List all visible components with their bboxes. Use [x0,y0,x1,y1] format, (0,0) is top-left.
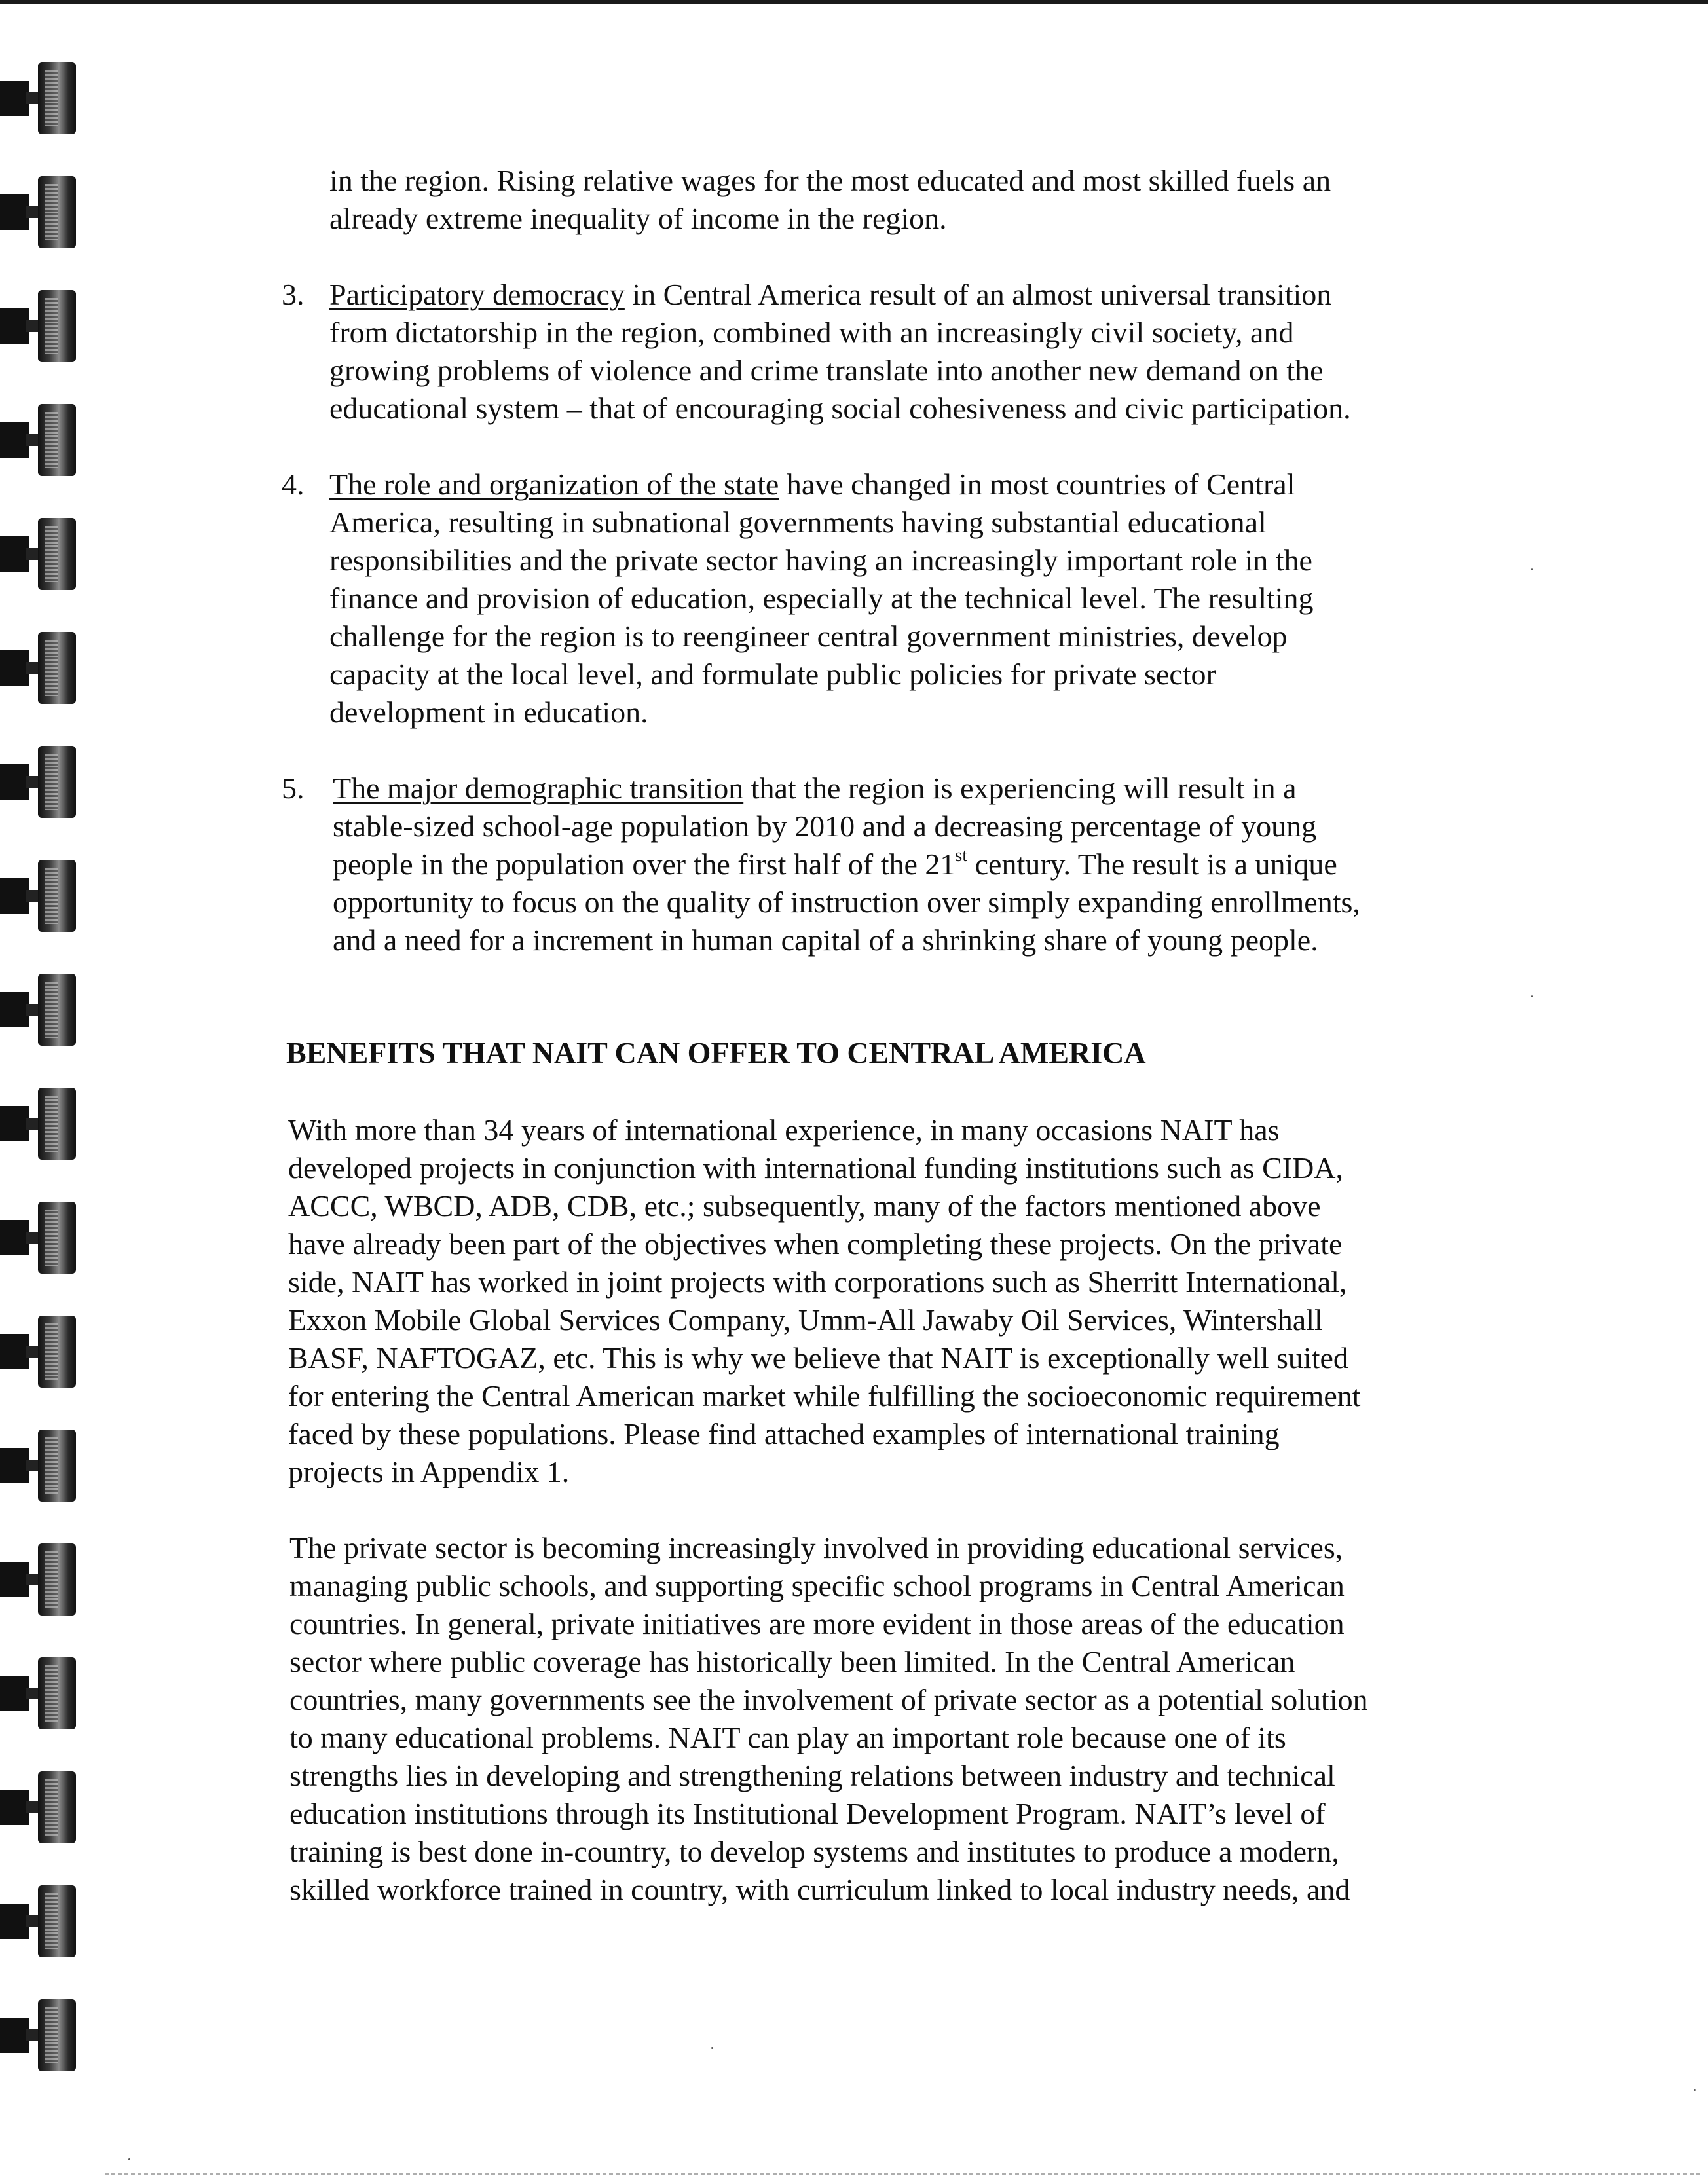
text-line: projects in Appendix 1. [288,1455,570,1488]
text-line: side, NAIT has worked in joint projects with corporations such as Sherritt International, [288,1265,1347,1299]
text-line: people in the population over the first half of the 21 [333,847,956,881]
text-line: challenge for the region is to reengineer central government ministries, develop [329,619,1288,653]
text-line: that the region is experiencing will result in a [743,771,1297,805]
paragraph-2 [289,1529,1567,1909]
text-line: The private sector is becoming increasingly involved in providing educational services, [289,1531,1343,1564]
list-item-text [329,466,1314,731]
text-line: already extreme inequality of income in the region. [329,202,947,235]
list-number: 4. [282,468,305,501]
list-continuation [329,162,1508,238]
text-line: With more than 34 years of international experience, in many occasions NAIT has [288,1113,1280,1147]
text-line: to many educational problems. NAIT can play an important role because one of its [289,1721,1286,1754]
text-line: managing public schools, and supporting specific school programs in Central American [289,1569,1345,1602]
scan-bottom-edge [105,2173,1703,2175]
text-line: strengths lies in developing and strengthening relations between industry and technical [289,1759,1335,1792]
paragraph-1 [288,1111,1565,1491]
text-line: in Central America result of an almost universal transition [624,278,1332,311]
list-item-3 [282,276,1526,433]
text-line: from dictatorship in the region, combined with an increasingly civil society, and [329,316,1294,349]
list-item-4 [282,466,1526,734]
text-line: countries. In general, private initiatives are more evident in those areas of the education [289,1607,1345,1640]
text-line: countries, many governments see the involvement of private sector as a potential solution [289,1683,1368,1716]
text-line: stable-sized school-age population by 2010 and a decreasing percentage of young [333,809,1317,843]
item-title: The major demographic transition [333,771,744,805]
scan-speck [711,2047,713,2049]
text-line: America, resulting in subnational governments having substantial educational [329,506,1267,539]
item-title: The role and organization of the state [329,468,779,501]
text-line: have already been part of the objectives when completing these projects. On the private [288,1227,1343,1261]
text-line: developed projects in conjunction with international funding institutions such as CIDA, [288,1151,1344,1185]
list-number: 3. [282,278,305,311]
text-line: capacity at the local level, and formulate public policies for private sector [329,657,1216,691]
text-line: BASF, NAFTOGAZ, etc. This is why we believe that NAIT is exceptionally well suited [288,1341,1348,1375]
text-line: responsibilities and the private sector having an increasingly important role in the [329,544,1312,577]
text-line: sector where public coverage has historically been limited. In the Central American [289,1645,1295,1678]
text-line: finance and provision of education, especially at the technical level. The resulting [329,582,1314,615]
text-line: growing problems of violence and crime translate into another new demand on the [329,354,1324,387]
item-title: Participatory democracy [329,278,625,311]
scan-speck [1531,568,1533,570]
text-line: development in education. [329,695,648,729]
text-line: for entering the Central American market while fulfilling the socioeconomic requirement [288,1379,1361,1413]
list-number: 5. [282,771,305,805]
text-line: training is best done in-country, to develop systems and institutes to produce a modern, [289,1835,1339,1868]
text-line: faced by these populations. Please find attached examples of international training [288,1417,1280,1450]
section-heading: BENEFITS THAT NAIT CAN OFFER TO CENTRAL AMERICA [286,1036,1146,1069]
list-item-5 [282,769,1526,966]
text-line: and a need for a increment in human capital of a shrinking share of young people. [333,923,1318,957]
list-item-text [329,276,1351,428]
text-line: century. The result is a unique [967,847,1337,881]
text-line: opportunity to focus on the quality of instruction over simply expanding enrollments, [333,885,1360,919]
text-line: education institutions through its Institutional Development Program. NAIT’s level of [289,1797,1326,1830]
text-line: in the region. Rising relative wages for the most educated and most skilled fuels an [329,164,1331,197]
ordinal-suffix: st [955,845,968,866]
text-line: Exxon Mobile Global Services Company, Umm-All Jawaby Oil Services, Wintershall [288,1303,1323,1337]
text-line: have changed in most countries of Central [779,468,1295,501]
text-line: skilled workforce trained in country, with curriculum linked to local industry needs, and [289,1873,1350,1906]
scan-speck [128,2158,130,2160]
list-item-text [333,769,1360,959]
text-line: educational system – that of encouraging social cohesiveness and civic participation. [329,392,1351,425]
scan-speck [1531,995,1533,997]
text-line: ACCC, WBCD, ADB, CDB, etc.; subsequently, many of the factors mentioned above [288,1189,1321,1223]
scan-speck [1694,2089,1696,2091]
